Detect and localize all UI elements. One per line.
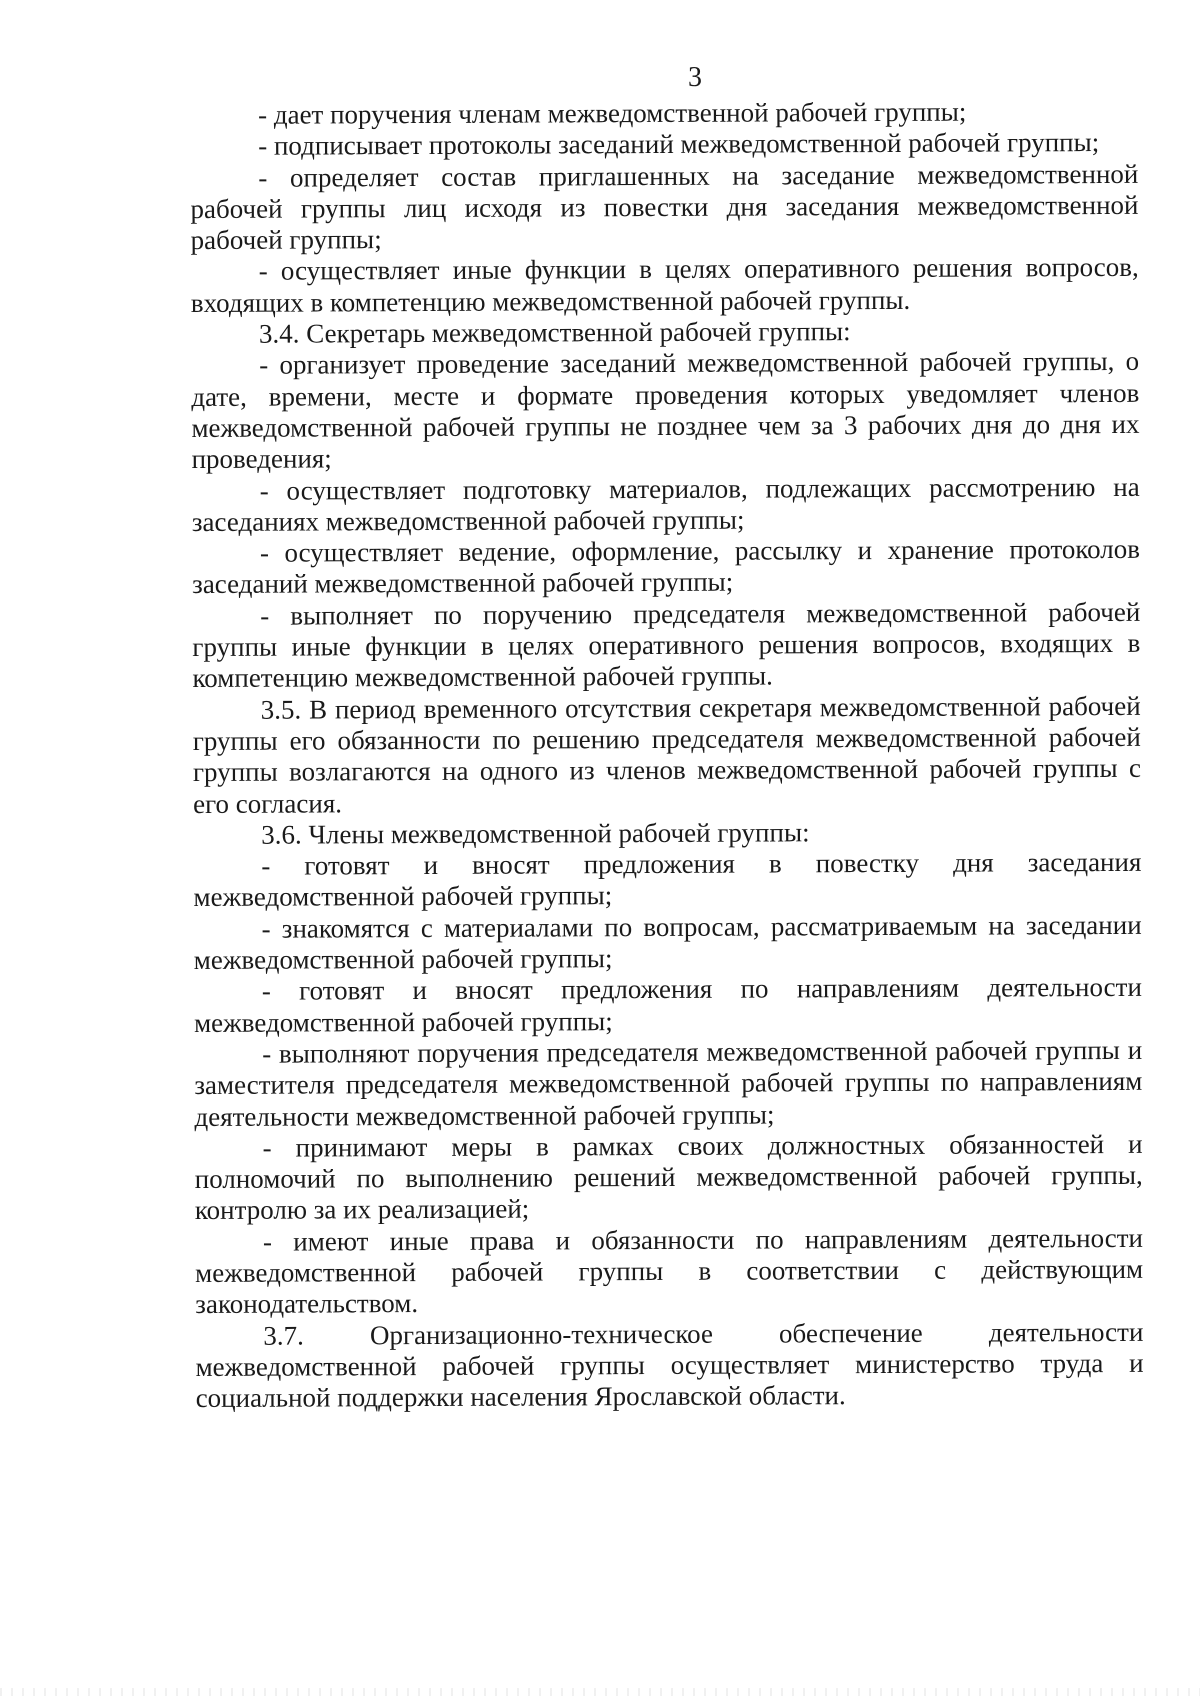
paragraph-execute-instructions: - выполняют поручения председателя межведомственной рабочей группы и заместителя председателя межведомственной рабочей группы по направлениям деятельности межведомственной рабочей группы;	[194, 1034, 1143, 1132]
document-body	[190, 96, 1144, 1415]
paragraph-organize-meetings: - организует проведение заседаний межведомственной рабочей группы, о дате, времени, месте и формате проведения которых уведомляет членов межведомственной рабочей группы не позднее чем за 3 рабочих дня до дня их проведения;	[191, 346, 1140, 475]
paragraph-prepare-materials: - осуществляет подготовку материалов, подлежащих рассмотрению на заседаниях межведомственной рабочей группы;	[191, 471, 1140, 537]
paragraph-other-functions: - осуществляет иные функции в целях оперативного решения вопросов, входящих в компетенцию межведомственной рабочей группы.	[190, 252, 1139, 318]
section-3-5: 3.5. В период временного отсутствия секретаря межведомственной рабочей группы его обязанности по решению председателя межведомственной рабочей группы возлагаются на одного из членов межведомственной рабочей группы с его согласия.	[192, 690, 1141, 819]
paragraph-agenda-proposals: - готовят и вносят предложения в повестку дня заседания межведомственной рабочей группы;	[193, 846, 1142, 913]
section-3-6-heading: 3.6. Члены межведомственной рабочей группы:	[261, 817, 810, 850]
paragraph-secretary-other-functions: - выполняет по поручению председателя межведомственной рабочей группы иные функции в целях оперативного решения вопросов, входящих в компетенцию межведомственной рабочей группы.	[192, 596, 1141, 694]
page-number: 3	[688, 62, 702, 93]
section-3-7: 3.7. Организационно-техническое обеспечение деятельности межведомственной рабочей группы осуществляет министерство труда и социальной поддержки населения Ярославской области.	[195, 1316, 1144, 1414]
paragraph-take-measures: - принимают меры в рамках своих должностных обязанностей и полномочий по выполнению решений межведомственной рабочей группы, контролю за их реализацией;	[194, 1128, 1143, 1226]
section-3-4-heading: 3.4. Секретарь межведомственной рабочей группы:	[258, 316, 851, 349]
paragraph-sign-protocols: - подписывает протоколы заседаний межведомственной рабочей группы;	[258, 127, 1100, 161]
paragraph-review-materials: - знакомятся с материалами по вопросам, рассматриваемым на заседании межведомственной рабочей группы;	[193, 909, 1142, 976]
paragraph-invited-persons: - определяет состав приглашенных на заседание межведомственной рабочей группы лиц исходя из повестки дня заседания межведомственной рабочей группы;	[190, 158, 1139, 256]
paragraph-give-instructions: - дает поручения членам межведомственной рабочей группы;	[257, 96, 967, 130]
paragraph-protocols-handling: - осуществляет ведение, оформление, рассылку и хранение протоколов заседаний межведомственной рабочей группы;	[192, 534, 1141, 600]
paragraph-other-rights: - имеют иные права и обязанности по направлениям деятельности межведомственной рабочей группы в соответствии с действующим законодательством.	[195, 1222, 1144, 1320]
scan-artifact	[0, 1688, 1200, 1696]
paragraph-activity-proposals: - готовят и вносят предложения по направлениям деятельности межведомственной рабочей группы;	[193, 972, 1142, 1038]
